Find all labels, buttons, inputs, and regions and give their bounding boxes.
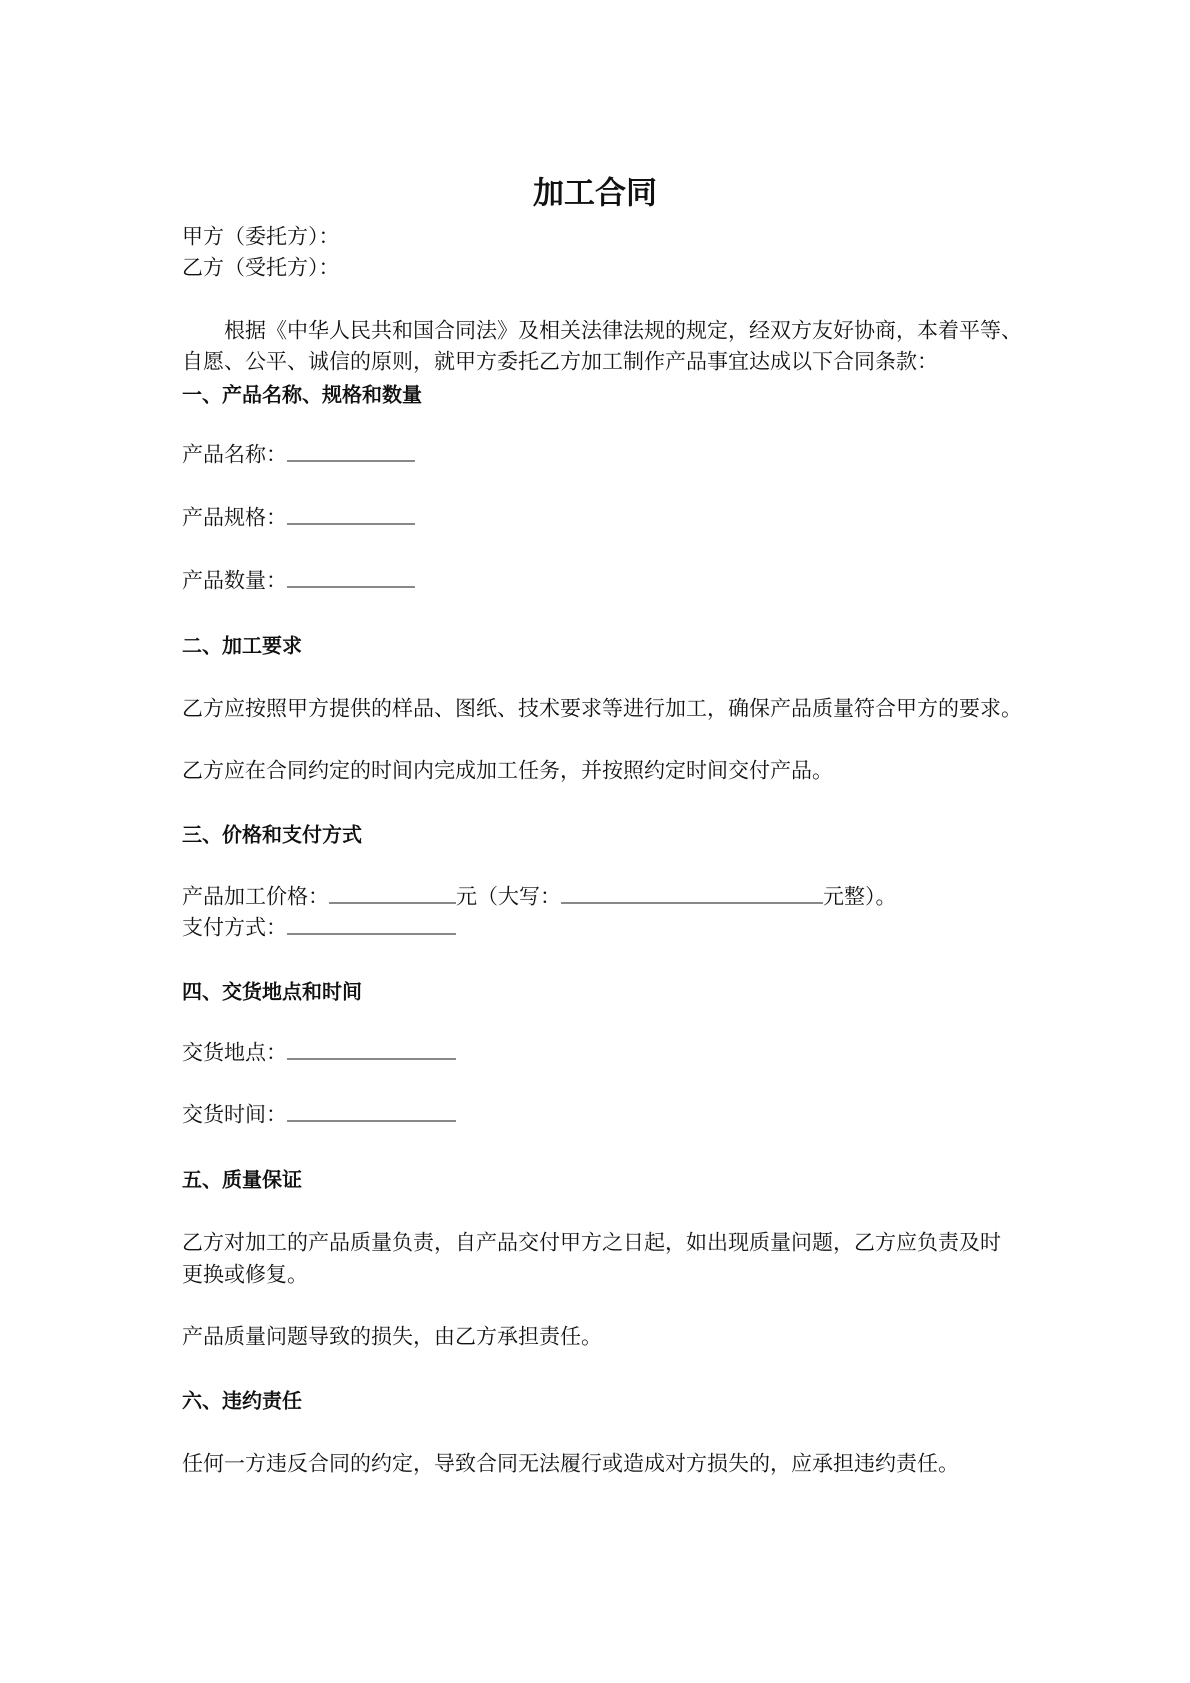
price-capital-blank[interactable] <box>561 883 823 904</box>
document-title: 加工合同 <box>533 175 657 212</box>
intro-line-2: 自愿、公平、诚信的原则，就甲方委托乙方加工制作产品事宜达成以下合同条款： <box>182 349 938 374</box>
price-label: 产品加工价格： <box>182 884 329 909</box>
price-field <box>182 882 897 913</box>
price-end-label: 元整）。 <box>823 884 897 909</box>
delivery-place-label: 交货地点： <box>182 1040 287 1065</box>
section-2-para-1: 乙方应按照甲方提供的样品、图纸、技术要求等进行加工，确保产品质量符合甲方的要求。 <box>182 696 1022 721</box>
product-spec-blank[interactable] <box>287 504 415 525</box>
payment-field <box>182 913 456 944</box>
product-qty-label: 产品数量： <box>182 568 287 593</box>
section-6-para-1: 任何一方违反合同的约定，导致合同无法履行或造成对方损失的，应承担违约责任。 <box>182 1451 959 1476</box>
section-3-heading: 三、价格和支付方式 <box>182 822 362 847</box>
product-name-blank[interactable] <box>287 441 415 462</box>
payment-blank[interactable] <box>287 914 456 935</box>
party-a-label: 甲方（委托方）： <box>182 224 340 249</box>
delivery-time-field <box>182 1100 456 1131</box>
product-qty-field <box>182 566 415 597</box>
section-2-para-2: 乙方应在合同约定的时间内完成加工任务，并按照约定时间交付产品。 <box>182 758 833 783</box>
intro-line-1: 根据《中华人民共和国合同法》及相关法律法规的规定，经双方友好协商，本着平等、 <box>224 318 1022 343</box>
product-name-field <box>182 440 415 471</box>
section-5-heading: 五、质量保证 <box>182 1167 302 1192</box>
payment-label: 支付方式： <box>182 915 287 940</box>
section-1-heading: 一、产品名称、规格和数量 <box>182 382 422 407</box>
product-name-label: 产品名称： <box>182 442 287 467</box>
section-5-para-2: 产品质量问题导致的损失，由乙方承担责任。 <box>182 1324 602 1349</box>
delivery-time-label: 交货时间： <box>182 1102 287 1127</box>
party-b-label: 乙方（受托方）： <box>182 255 340 280</box>
price-yuan-label: 元（大写： <box>456 884 561 909</box>
section-5-para-1b: 更换或修复。 <box>182 1262 308 1287</box>
section-2-heading: 二、加工要求 <box>182 633 302 658</box>
section-5-para-1a: 乙方对加工的产品质量负责，自产品交付甲方之日起，如出现质量问题，乙方应负责及时 <box>182 1230 1001 1255</box>
product-spec-field <box>182 503 415 534</box>
price-blank[interactable] <box>329 883 456 904</box>
delivery-place-blank[interactable] <box>287 1039 456 1060</box>
product-spec-label: 产品规格： <box>182 505 287 530</box>
section-4-heading: 四、交货地点和时间 <box>182 979 362 1004</box>
delivery-place-field <box>182 1038 456 1069</box>
product-qty-blank[interactable] <box>287 567 415 588</box>
delivery-time-blank[interactable] <box>287 1101 456 1122</box>
section-6-heading: 六、违约责任 <box>182 1388 302 1413</box>
